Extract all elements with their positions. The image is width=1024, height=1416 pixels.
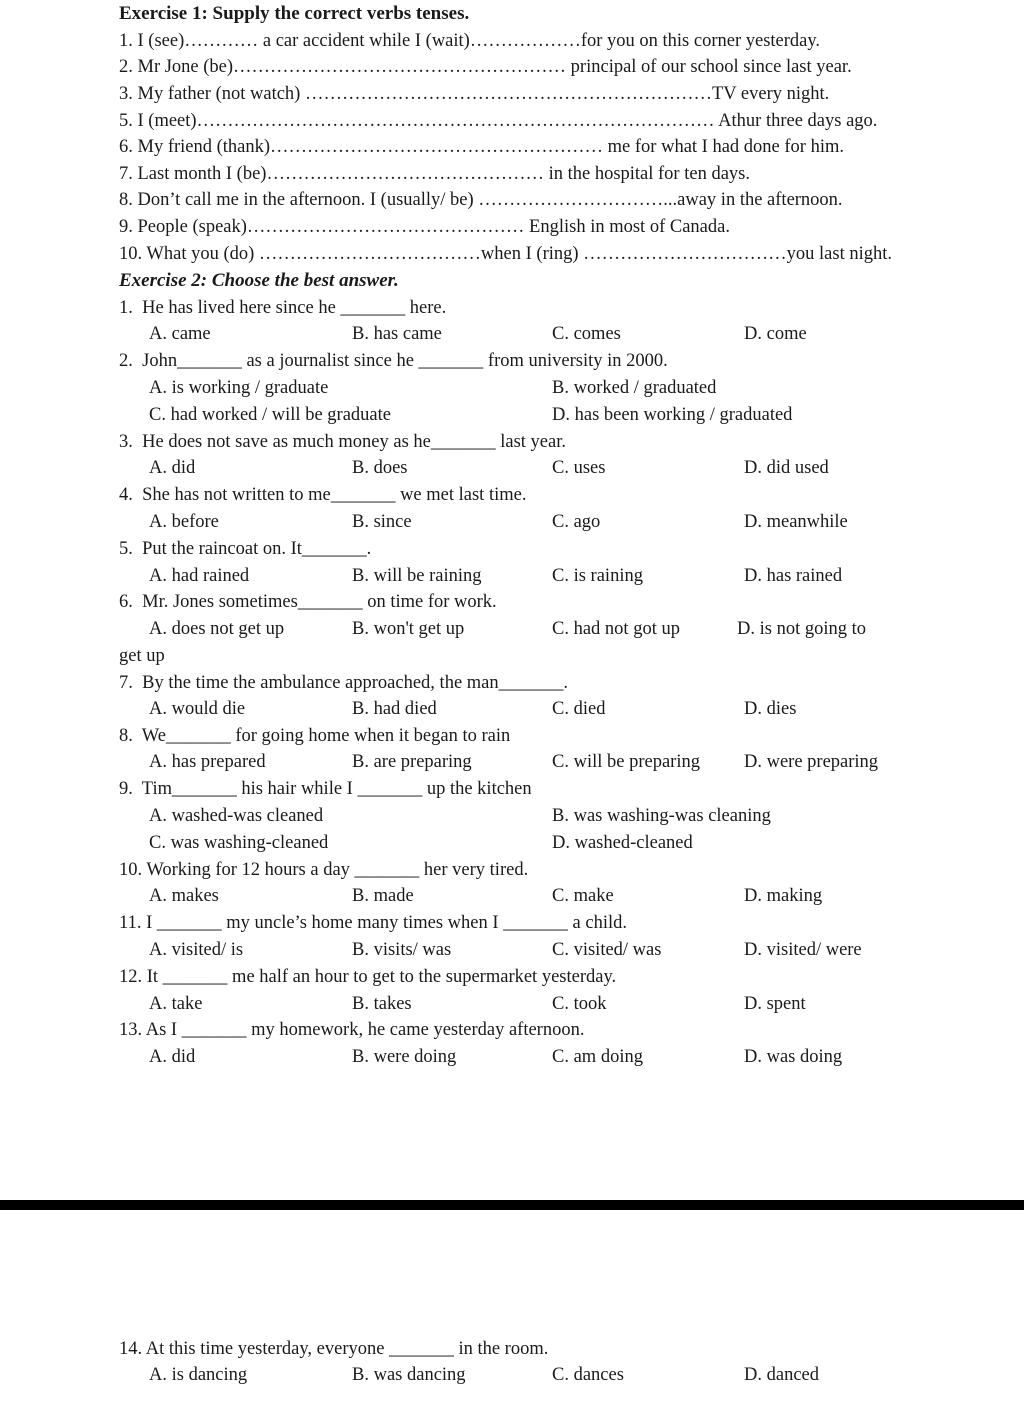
ex1-line: 5. I (meet)………………………………………………………………………… Athur three days ago.	[119, 111, 878, 131]
answer-option-d-continued: get up	[119, 646, 165, 666]
answer-option-c[interactable]: C. had not got up	[552, 619, 680, 639]
answer-option-a[interactable]: A. has prepared	[149, 752, 266, 772]
question-stem: 3. He does not save as much money as he_______ last year.	[119, 432, 566, 452]
ex1-line: 8. Don’t call me in the afternoon. I (usually/ be) …………………………...away in the afternoon.	[119, 190, 843, 210]
question-stem: 12. It _______ me half an hour to get to the supermarket yesterday.	[119, 967, 617, 987]
exercise-1-title: Exercise 1: Supply the correct verbs tenses.	[119, 3, 470, 24]
question-stem: 13. As I _______ my homework, he came yesterday afternoon.	[119, 1020, 585, 1040]
answer-option-b[interactable]: B. are preparing	[352, 752, 472, 772]
page-divider	[0, 1200, 1024, 1210]
answer-option-a[interactable]: A. had rained	[149, 566, 250, 586]
answer-option-d[interactable]: D. was doing	[744, 1047, 843, 1067]
answer-option-d[interactable]: D. has been working / graduated	[552, 405, 793, 425]
answer-option-a[interactable]: A. makes	[149, 886, 219, 906]
question-stem: 4. She has not written to me_______ we met last time.	[119, 485, 527, 505]
answer-option-c[interactable]: C. ago	[552, 512, 601, 532]
answer-option-d[interactable]: D. were preparing	[744, 752, 879, 772]
answer-option-a[interactable]: A. came	[149, 324, 211, 344]
answer-option-a[interactable]: A. does not get up	[149, 619, 285, 639]
answer-option-c[interactable]: C. make	[552, 886, 614, 906]
answer-option-c[interactable]: C. will be preparing	[552, 752, 700, 772]
question-stem: 1. He has lived here since he _______ here.	[119, 298, 447, 318]
answer-option-c[interactable]: C. comes	[552, 324, 621, 344]
answer-option-c[interactable]: C. am doing	[552, 1047, 643, 1067]
answer-option-d[interactable]: D. has rained	[744, 566, 843, 586]
answer-option-b[interactable]: B. was dancing	[352, 1365, 466, 1385]
ex1-line: 6. My friend (thank)……………………………………………… me for what I had done for him.	[119, 137, 844, 157]
ex1-line: 3. My father (not watch) …………………………………………………………TV every night.	[119, 84, 830, 104]
answer-option-c[interactable]: C. was washing-cleaned	[149, 833, 329, 853]
answer-option-d[interactable]: D. meanwhile	[744, 512, 848, 532]
answer-option-b[interactable]: B. made	[352, 886, 414, 906]
ex1-line: 7. Last month I (be)……………………………………… in the hospital for ten days.	[119, 164, 750, 184]
answer-option-d[interactable]: D. danced	[744, 1365, 819, 1385]
answer-option-d[interactable]: D. is not going to	[737, 619, 866, 639]
question-stem: 9. Tim_______ his hair while I _______ up the kitchen	[119, 779, 532, 799]
answer-option-c[interactable]: C. took	[552, 994, 607, 1014]
ex1-line: 9. People (speak)……………………………………… English in most of Canada.	[119, 217, 730, 237]
answer-option-b[interactable]: B. does	[352, 458, 408, 478]
ex1-line: 2. Mr Jone (be)……………………………………………… principal of our school since last year.	[119, 57, 852, 77]
answer-option-a[interactable]: A. is working / graduate	[149, 378, 329, 398]
answer-option-a[interactable]: A. washed-was cleaned	[149, 806, 324, 826]
answer-option-b[interactable]: B. since	[352, 512, 412, 532]
answer-option-b[interactable]: B. takes	[352, 994, 412, 1014]
answer-option-d[interactable]: D. dies	[744, 699, 797, 719]
question-stem: 8. We_______ for going home when it began to rain	[119, 726, 511, 746]
question-stem: 7. By the time the ambulance approached, the man_______.	[119, 673, 569, 693]
ex1-line: 10. What you (do) ………………………………when I (ring) ……………………………you last night.	[119, 244, 892, 264]
answer-option-a[interactable]: A. would die	[149, 699, 246, 719]
answer-option-c[interactable]: C. dances	[552, 1365, 624, 1385]
answer-option-d[interactable]: D. visited/ were	[744, 940, 862, 960]
answer-option-d[interactable]: D. come	[744, 324, 807, 344]
answer-option-a[interactable]: A. before	[149, 512, 219, 532]
question-stem: 14. At this time yesterday, everyone _______ in the room.	[119, 1339, 549, 1359]
answer-option-c[interactable]: C. died	[552, 699, 606, 719]
answer-option-d[interactable]: D. washed-cleaned	[552, 833, 693, 853]
exercise-2-title: Exercise 2: Choose the best answer.	[119, 270, 399, 291]
question-stem: 6. Mr. Jones sometimes_______ on time for work.	[119, 592, 497, 612]
answer-option-b[interactable]: B. won't get up	[352, 619, 465, 639]
answer-option-b[interactable]: B. has came	[352, 324, 442, 344]
answer-option-c[interactable]: C. visited/ was	[552, 940, 662, 960]
answer-option-b[interactable]: B. had died	[352, 699, 437, 719]
answer-option-c[interactable]: C. uses	[552, 458, 606, 478]
answer-option-a[interactable]: A. did	[149, 458, 196, 478]
question-stem: 5. Put the raincoat on. It_______.	[119, 539, 372, 559]
answer-option-b[interactable]: B. was washing-was cleaning	[552, 806, 771, 826]
answer-option-b[interactable]: B. visits/ was	[352, 940, 452, 960]
ex1-line: 1. I (see)………… a car accident while I (wait)………………for you on this corner yesterday.	[119, 31, 821, 51]
question-stem: 10. Working for 12 hours a day _______ her very tired.	[119, 860, 529, 880]
answer-option-a[interactable]: A. take	[149, 994, 203, 1014]
answer-option-b[interactable]: B. were doing	[352, 1047, 457, 1067]
answer-option-a[interactable]: A. visited/ is	[149, 940, 244, 960]
answer-option-d[interactable]: D. did used	[744, 458, 829, 478]
answer-option-a[interactable]: A. is dancing	[149, 1365, 248, 1385]
answer-option-a[interactable]: A. did	[149, 1047, 196, 1067]
answer-option-d[interactable]: D. spent	[744, 994, 806, 1014]
question-stem: 11. I _______ my uncle’s home many times when I _______ a child.	[119, 913, 627, 933]
answer-option-d[interactable]: D. making	[744, 886, 823, 906]
answer-option-c[interactable]: C. is raining	[552, 566, 643, 586]
answer-option-b[interactable]: B. worked / graduated	[552, 378, 717, 398]
answer-option-c[interactable]: C. had worked / will be graduate	[149, 405, 391, 425]
answer-option-b[interactable]: B. will be raining	[352, 566, 482, 586]
question-stem: 2. John_______ as a journalist since he _______ from university in 2000.	[119, 351, 668, 371]
